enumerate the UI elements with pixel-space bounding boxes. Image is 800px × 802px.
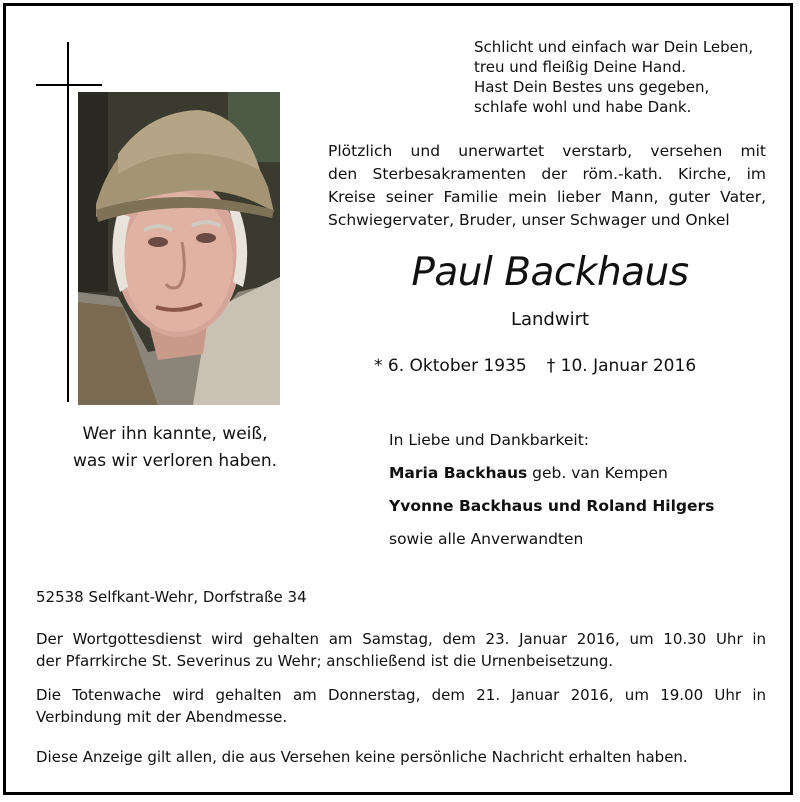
- mourner-line: [389, 457, 714, 490]
- left-quote: [40, 421, 310, 475]
- service-line: der Pfarrkirche St. Severinus zu Wehr; anschließend ist die Urnenbeisetzung.: [36, 652, 614, 670]
- address: 52538 Selfkant-Wehr, Dorfstraße 34: [36, 588, 307, 606]
- wake-line: Verbindung mit der Abendmesse.: [36, 708, 288, 726]
- intro-text: [328, 140, 766, 232]
- portrait-illustration: [78, 92, 280, 405]
- life-dates: [374, 356, 696, 376]
- mourner-maiden-name: geb. van Kempen: [527, 464, 668, 482]
- mourner-name-bold: Maria Backhaus: [389, 464, 528, 482]
- intro-line: Plötzlich und unerwartet verstarb, versehen mit: [328, 142, 766, 160]
- poem-line: Schlicht und einfach war Dein Leben,: [474, 38, 754, 56]
- left-quote-line: Wer ihn kannte, weiß,: [82, 424, 268, 444]
- cross-horizontal: [36, 84, 102, 86]
- death-date: † 10. Januar 2016: [546, 356, 697, 376]
- deceased-name: Paul Backhaus: [411, 250, 689, 295]
- poem-line: schlafe wohl und habe Dank.: [474, 98, 692, 116]
- intro-line: Kreise seiner Familie mein lieber Mann, guter Vater,: [328, 188, 766, 206]
- closing-line: Diese Anzeige gilt allen, die aus Versehen keine persönliche Nachricht erhalten haben.: [36, 748, 688, 766]
- closing-note: [36, 746, 766, 768]
- intro-line: den Sterbesakramenten der röm.-kath. Kirche, im: [328, 165, 766, 183]
- mourner-name-bold: Yvonne Backhaus und Roland Hilgers: [389, 497, 715, 515]
- intro-line: Schwiegervater, Bruder, unser Schwager und Onkel: [328, 211, 730, 229]
- mourners-block: [389, 424, 714, 556]
- portrait-photo: [78, 92, 280, 405]
- poem: [474, 37, 774, 117]
- mourner-relatives: sowie alle Anverwandten: [389, 530, 584, 548]
- mourner-line: [389, 490, 714, 523]
- cross-vertical: [67, 42, 69, 402]
- service-line: Der Wortgottesdienst wird gehalten am Samstag, dem 23. Januar 2016, um 10.30 Uhr in: [36, 630, 766, 648]
- left-quote-line: was wir verloren haben.: [72, 451, 278, 471]
- deceased-occupation: Landwirt: [510, 309, 590, 330]
- birth-date: * 6. Oktober 1935: [374, 356, 527, 376]
- poem-line: Hast Dein Bestes uns gegeben,: [474, 78, 710, 96]
- mourners-intro: In Liebe und Dankbarkeit:: [389, 431, 590, 449]
- poem-line: treu und fleißig Deine Hand.: [474, 58, 686, 76]
- wake-info: [36, 684, 766, 728]
- wake-line: Die Totenwache wird gehalten am Donnerstag, dem 21. Januar 2016, um 19.00 Uhr in: [36, 686, 766, 704]
- service-info: [36, 628, 766, 672]
